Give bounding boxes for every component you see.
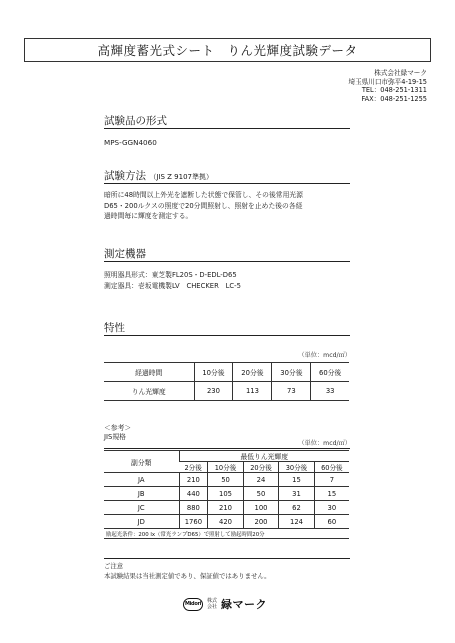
- table-cell: 73: [272, 382, 311, 401]
- logo-mark: Midori: [183, 598, 203, 611]
- notice-text: 本試験結果は当社測定値であり、保証値ではありません。: [104, 572, 271, 580]
- table-cell: 1760: [179, 515, 208, 529]
- section-rule: [104, 128, 350, 129]
- company-name: 株式会社緑マーク: [374, 69, 427, 77]
- table-cell: 50: [243, 487, 278, 501]
- table-cell: 100: [243, 501, 278, 515]
- table-cell: 230: [194, 382, 233, 401]
- table-cell: 副分類: [104, 451, 179, 473]
- table-cell: 15: [279, 473, 314, 487]
- table-cell: 33: [311, 382, 349, 401]
- table-cell: 210: [179, 473, 208, 487]
- table-cell: JC: [104, 501, 179, 515]
- table-cell: 210: [208, 501, 243, 515]
- table-cell: 62: [279, 501, 314, 515]
- table-row: [104, 515, 349, 529]
- notice-title: ご注意: [104, 562, 124, 570]
- table-cell: JD: [104, 515, 179, 529]
- table-cell: 880: [179, 501, 208, 515]
- table-cell: 20分後: [233, 363, 272, 382]
- table-row: [104, 382, 349, 401]
- table-header-row: [104, 451, 349, 462]
- company-address: 埼玉県川口市弥平4-19-15: [348, 77, 427, 86]
- table-cell: りん光輝度: [104, 382, 194, 401]
- section-title-equipment: 測定機器: [104, 248, 146, 260]
- table-cell: 50: [208, 473, 243, 487]
- table-cell: JB: [104, 487, 179, 501]
- characteristics-table: [104, 362, 349, 401]
- table-cell: 105: [208, 487, 243, 501]
- section-rule: [104, 335, 350, 336]
- table-cell: 31: [279, 487, 314, 501]
- equipment-line: 測定器具：壱坂電機製LV CHECKER LC-5: [104, 281, 241, 290]
- table-cell: 20分後: [243, 462, 278, 473]
- company-tel: TEL：048-251-1311: [361, 86, 427, 95]
- jis-unit: （単位：mcd/㎡）: [298, 440, 351, 447]
- method-line: 暗所に48時間以上外光を遮断した状態で保管し、その後常用光源: [104, 191, 303, 199]
- method-description: [104, 190, 303, 222]
- table-cell: JA: [104, 473, 179, 487]
- table-cell: 30分後: [279, 462, 314, 473]
- table-row: [104, 473, 349, 487]
- logo-name: 緑マーク: [221, 598, 267, 611]
- section-rule: [104, 183, 350, 184]
- table-cell: 10分後: [194, 363, 233, 382]
- table-cell: 2分後: [179, 462, 208, 473]
- jis-title: JIS規格: [104, 433, 126, 441]
- table-header-row: [104, 363, 349, 382]
- notice: [104, 561, 271, 581]
- table-cell: 30分後: [272, 363, 311, 382]
- model-value: MPS-GGN4060: [104, 138, 157, 147]
- equipment-line: 照明器具形式：東芝製FL20S・D-EDL-D65: [104, 271, 237, 279]
- table-cell: 60分後: [311, 363, 349, 382]
- characteristics-unit: （単位：mcd/㎡）: [298, 352, 351, 359]
- jis-table: [104, 450, 349, 539]
- table-cell: 最低りん光輝度: [179, 451, 349, 462]
- table-cell: 440: [179, 487, 208, 501]
- table-row: [104, 501, 349, 515]
- table-cell: 10分後: [208, 462, 243, 473]
- section-rule: [104, 558, 350, 559]
- jis-note: 励起光条件：200 lx（常光ランプD65）で照射して励起時間20分: [104, 529, 349, 539]
- table-cell: 経過時間: [104, 363, 194, 382]
- method-line: D65・200ルクスの照度で20分間照射し、照射を止めた後の各経: [104, 201, 303, 210]
- table-cell: 7: [314, 473, 349, 487]
- table-cell: 15: [314, 487, 349, 501]
- section-title-model: 試験品の形式: [104, 115, 167, 127]
- table-cell: 420: [208, 515, 243, 529]
- table-cell: 124: [279, 515, 314, 529]
- equipment-list: [104, 270, 241, 291]
- table-row: [104, 487, 349, 501]
- document-title: 高輝度蓄光式シート りん光輝度試験データ: [24, 38, 431, 62]
- company-info: [349, 69, 427, 103]
- table-cell: 60: [314, 515, 349, 529]
- table-note-row: [104, 529, 349, 539]
- company-fax: FAX：048-251-1255: [361, 94, 427, 103]
- table-cell: 200: [243, 515, 278, 529]
- method-line: 過時間毎に輝度を測定する。: [104, 212, 193, 221]
- table-cell: 24: [243, 473, 278, 487]
- method-title: 試験方法: [104, 170, 146, 182]
- section-title-characteristics: 特性: [104, 322, 125, 334]
- jis-reference: ＜参考＞: [104, 424, 132, 432]
- jis-heading: [104, 424, 131, 442]
- section-title-method: [104, 168, 213, 183]
- table-cell: 60分後: [314, 462, 349, 473]
- company-logo: [183, 596, 267, 612]
- logo-small-text: 株式会社: [206, 598, 217, 610]
- table-cell: 30: [314, 501, 349, 515]
- table-cell: 113: [233, 382, 272, 401]
- section-rule: [104, 448, 350, 449]
- method-subtitle: （JIS Z 9107準拠）: [149, 173, 213, 181]
- section-rule: [104, 261, 350, 262]
